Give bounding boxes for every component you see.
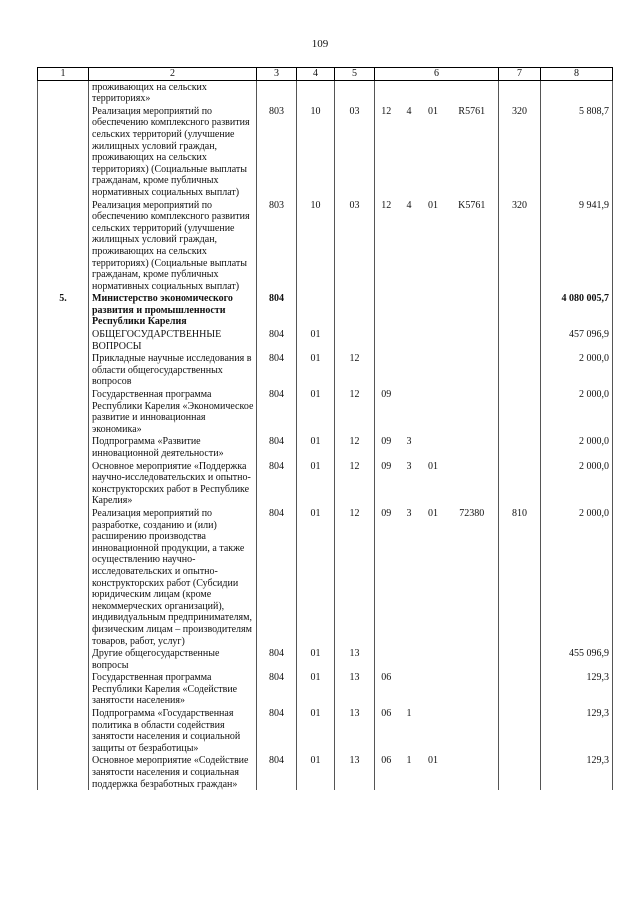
amount: 455 096,9 <box>541 647 613 671</box>
code-section: 10 <box>297 105 335 199</box>
code-direction <box>446 80 499 105</box>
row-number <box>38 435 89 459</box>
code-program: 09 <box>375 460 398 507</box>
table-row <box>38 199 613 293</box>
code-section: 01 <box>297 647 335 671</box>
row-name: Основное мероприятие «Содействие занятости населения и социальная поддержка безработных граждан» <box>89 754 257 790</box>
code-direction <box>446 292 499 328</box>
code-ministry: 804 <box>257 707 297 754</box>
row-number <box>38 754 89 790</box>
code-expense-type <box>499 435 541 459</box>
amount <box>541 80 613 105</box>
code-direction <box>446 647 499 671</box>
code-program: 06 <box>375 671 398 707</box>
table-row <box>38 460 613 507</box>
table-row <box>38 105 613 199</box>
code-subsection: 12 <box>335 507 375 647</box>
code-section: 01 <box>297 671 335 707</box>
code-section: 01 <box>297 707 335 754</box>
code-expense-type: 320 <box>499 199 541 293</box>
table-row <box>38 707 613 754</box>
row-name: Реализация мероприятий по обеспечению комплексного развития сельских территорий (улучшение жилищных условий граждан, проживающих на сельских территориях) (Социальные выплаты гражданам, кроме публичных нормативных социальных выплат) <box>89 105 257 199</box>
code-ministry: 804 <box>257 507 297 647</box>
row-name: ОБЩЕГОСУДАРСТВЕННЫЕ ВОПРОСЫ <box>89 328 257 352</box>
code-program: 06 <box>375 707 398 754</box>
amount: 4 080 005,7 <box>541 292 613 328</box>
code-subprogram <box>398 388 421 435</box>
amount: 9 941,9 <box>541 199 613 293</box>
header-row <box>38 68 613 81</box>
code-section: 01 <box>297 388 335 435</box>
header-cell: 7 <box>499 68 541 81</box>
code-expense-type: 810 <box>499 507 541 647</box>
table-body <box>38 80 613 790</box>
code-program: 12 <box>375 199 398 293</box>
code-direction <box>446 388 499 435</box>
table-row <box>38 352 613 388</box>
header-cell: 1 <box>38 68 89 81</box>
code-program <box>375 292 398 328</box>
code-subsection <box>335 292 375 328</box>
code-subsection: 03 <box>335 199 375 293</box>
code-subsection: 12 <box>335 388 375 435</box>
code-section: 01 <box>297 328 335 352</box>
row-number <box>38 671 89 707</box>
row-number <box>38 388 89 435</box>
code-ministry: 804 <box>257 292 297 328</box>
code-expense-type <box>499 80 541 105</box>
table-row <box>38 328 613 352</box>
code-event: 01 <box>428 105 438 117</box>
code-program: 09 <box>375 435 398 459</box>
row-name: Министерство экономического развития и промышленности Республики Карелия <box>89 292 257 328</box>
header-cell: 3 <box>257 68 297 81</box>
code-expense-type: 320 <box>499 105 541 199</box>
table-row <box>38 292 613 328</box>
code-section: 10 <box>297 199 335 293</box>
code-event <box>421 80 446 105</box>
amount: 2 000,0 <box>541 352 613 388</box>
code-program <box>375 352 398 388</box>
code-event <box>421 328 446 352</box>
code-event <box>421 647 446 671</box>
code-subprogram: 4 <box>406 199 412 211</box>
code-subsection <box>335 328 375 352</box>
table-row <box>38 647 613 671</box>
code-event: 01 <box>428 199 438 211</box>
amount: 129,3 <box>541 671 613 707</box>
table-row <box>38 388 613 435</box>
row-number: 5. <box>38 292 89 328</box>
table-row <box>38 754 613 790</box>
row-name: Другие общегосударственные вопросы <box>89 647 257 671</box>
code-expense-type <box>499 754 541 790</box>
code-ministry: 804 <box>257 647 297 671</box>
code-ministry: 803 <box>257 105 297 199</box>
budget-table <box>37 67 613 790</box>
code-expense-type <box>499 352 541 388</box>
row-name: Государственная программа Республики Карелия «Содействие занятости населения» <box>89 671 257 707</box>
code-ministry <box>257 80 297 105</box>
code-event: 01 <box>428 460 438 472</box>
code-subsection: 13 <box>335 707 375 754</box>
code-subprogram <box>398 328 421 352</box>
code-section <box>297 292 335 328</box>
code-subsection: 03 <box>335 105 375 199</box>
code-subprogram: 3 <box>406 507 412 519</box>
code-subsection: 13 <box>335 754 375 790</box>
code-ministry: 804 <box>257 352 297 388</box>
code-section: 01 <box>297 435 335 459</box>
code-expense-type <box>499 460 541 507</box>
code-event: 01 <box>428 507 438 519</box>
amount: 2 000,0 <box>541 435 613 459</box>
code-program <box>375 328 398 352</box>
code-ministry: 804 <box>257 328 297 352</box>
amount: 129,3 <box>541 707 613 754</box>
header-cell: 8 <box>541 68 613 81</box>
code-direction <box>446 460 499 507</box>
code-direction <box>446 754 499 790</box>
row-number <box>38 80 89 105</box>
code-subsection <box>335 80 375 105</box>
code-direction <box>446 707 499 754</box>
code-subprogram <box>398 80 421 105</box>
row-name: Подпрограмма «Развитие инновационной деятельности» <box>89 435 257 459</box>
code-event <box>421 671 446 707</box>
code-subprogram <box>398 292 421 328</box>
code-subprogram <box>398 671 421 707</box>
row-number <box>38 507 89 647</box>
row-number <box>38 199 89 293</box>
code-section: 01 <box>297 507 335 647</box>
code-program: 09 <box>375 507 398 647</box>
code-direction <box>446 435 499 459</box>
code-program: 12 <box>375 105 398 199</box>
code-subprogram: 1 <box>406 755 412 767</box>
row-name: проживающих на сельских территориях» <box>89 80 257 105</box>
row-name: Реализация мероприятий по обеспечению комплексного развития сельских территорий (улучшение жилищных условий граждан, проживающих на сельских территориях) (Социальные выплаты гражданам, кроме публичных нормативных социальных выплат) <box>89 199 257 293</box>
code-subsection: 13 <box>335 671 375 707</box>
code-program <box>375 647 398 671</box>
code-section: 01 <box>297 460 335 507</box>
row-number <box>38 707 89 754</box>
code-program: 06 <box>375 754 398 790</box>
code-direction <box>446 671 499 707</box>
amount: 457 096,9 <box>541 328 613 352</box>
code-section: 01 <box>297 754 335 790</box>
row-name: Государственная программа Республики Карелия «Экономическое развитие и инновационная экономика» <box>89 388 257 435</box>
code-ministry: 803 <box>257 199 297 293</box>
code-subsection: 12 <box>335 460 375 507</box>
code-direction: K5761 <box>458 199 486 211</box>
code-expense-type <box>499 292 541 328</box>
code-event <box>421 435 446 459</box>
row-number <box>38 105 89 199</box>
code-ministry: 804 <box>257 388 297 435</box>
code-program <box>375 80 398 105</box>
table-row <box>38 507 613 647</box>
code-ministry: 804 <box>257 460 297 507</box>
code-expense-type <box>499 647 541 671</box>
code-subprogram: 4 <box>406 105 412 117</box>
code-event <box>421 707 446 754</box>
table-row <box>38 435 613 459</box>
code-subsection: 13 <box>335 647 375 671</box>
header-cell: 4 <box>297 68 335 81</box>
code-expense-type <box>499 671 541 707</box>
code-ministry: 804 <box>257 435 297 459</box>
amount: 2 000,0 <box>541 507 613 647</box>
header-cell: 6 <box>375 68 499 81</box>
row-name: Реализация мероприятий по разработке, созданию и (или) расширению производства инновационной продукции, а также осуществлению научно-исследовательских и опытно-конструкторских работ (Субсидии юридическим лицам (кроме некоммерческих организаций), индивидуальным предпринимателям, физическим лицам – производителям товаров, работ, услуг) <box>89 507 257 647</box>
code-event <box>421 352 446 388</box>
code-direction: R5761 <box>458 105 486 117</box>
amount: 5 808,7 <box>541 105 613 199</box>
row-name: Прикладные научные исследования в области общегосударственных вопросов <box>89 352 257 388</box>
code-subprogram: 1 <box>406 708 412 720</box>
amount: 129,3 <box>541 754 613 790</box>
code-subprogram: 3 <box>406 460 412 472</box>
row-number <box>38 647 89 671</box>
page-number: 109 <box>311 38 329 50</box>
row-number <box>38 460 89 507</box>
code-expense-type <box>499 707 541 754</box>
code-subprogram: 3 <box>406 436 412 448</box>
code-subsection: 12 <box>335 435 375 459</box>
row-number <box>38 352 89 388</box>
code-expense-type <box>499 388 541 435</box>
code-direction: 72380 <box>459 507 485 519</box>
table-row <box>38 80 613 105</box>
code-section: 01 <box>297 352 335 388</box>
code-ministry: 804 <box>257 671 297 707</box>
amount: 2 000,0 <box>541 388 613 435</box>
code-subprogram <box>398 352 421 388</box>
code-expense-type <box>499 328 541 352</box>
code-direction <box>446 352 499 388</box>
code-event <box>421 388 446 435</box>
code-subprogram <box>398 647 421 671</box>
code-event: 01 <box>428 755 438 767</box>
code-event <box>421 292 446 328</box>
table-row <box>38 671 613 707</box>
header-cell: 2 <box>89 68 257 81</box>
code-subsection: 12 <box>335 352 375 388</box>
code-ministry: 804 <box>257 754 297 790</box>
code-program: 09 <box>375 388 398 435</box>
row-name: Подпрограмма «Государственная политика в области содействия занятости населения и социальной защиты от безработицы» <box>89 707 257 754</box>
code-section <box>297 80 335 105</box>
header-cell: 5 <box>335 68 375 81</box>
amount: 2 000,0 <box>541 460 613 507</box>
row-number <box>38 328 89 352</box>
code-direction <box>446 328 499 352</box>
row-name: Основное мероприятие «Поддержка научно-исследовательских и опытно-конструкторских работ в Республике Карелия» <box>89 460 257 507</box>
